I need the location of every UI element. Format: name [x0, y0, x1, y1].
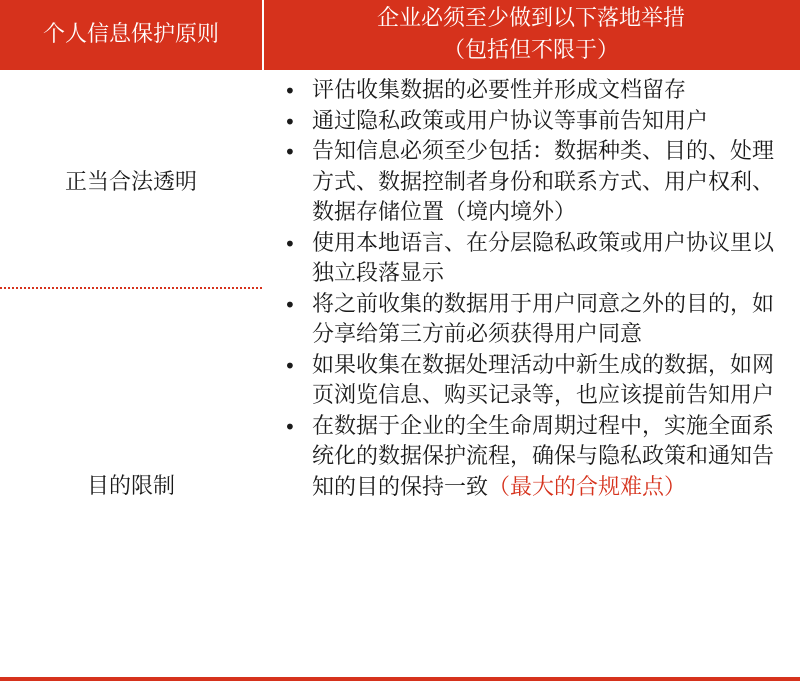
bullet-icon: •	[284, 353, 296, 378]
header-principle-label: 个人信息保护原则	[42, 22, 219, 47]
header-measures	[262, 0, 800, 70]
table-header	[0, 0, 800, 70]
bullet-icon: •	[284, 109, 296, 134]
list-item	[282, 351, 794, 412]
list-item	[282, 107, 794, 138]
header-measures-line1: 企业必须至少做到以下落地举措	[376, 6, 685, 31]
measure-text: 评估收集数据的必要性并形成文档留存	[312, 78, 687, 103]
measure-text: 通过隐私政策或用户协议等事前告知用户	[312, 108, 709, 134]
header-measures-line2: （包括但不限于）	[442, 38, 619, 63]
bullet-icon: •	[284, 231, 296, 256]
compliance-highlight: （最大的合规难点）	[488, 474, 687, 500]
measure-text: 如果收集在数据处理活动中新生成的数据，如网页浏览信息、购买记录等，也应该提前告知用户	[312, 352, 775, 408]
list-item	[282, 290, 794, 351]
header-principle	[0, 0, 262, 70]
principle-purpose-limitation: 目的限制	[86, 474, 175, 499]
bottom-rule	[0, 677, 800, 681]
bullet-icon: •	[284, 414, 296, 439]
measure-text: 在数据于企业的全生命周期过程中，实施全面系统化的数据保护流程，确保与隐私政策和通知告知的目的保持一致	[312, 413, 775, 500]
bullet-icon: •	[284, 79, 296, 103]
list-item	[282, 229, 794, 290]
measure-text: 告知信息必须至少包括：数据种类、目的、处理方式、数据控制者身份和联系方式、用户权利、数据存储位置（境内境外）	[312, 139, 775, 225]
list-item	[282, 137, 794, 229]
measure-text: 使用本地语言、在分层隐私政策或用户协议里以独立段落显示	[312, 230, 775, 286]
principle-lawful-transparent: 正当合法透明	[64, 170, 197, 195]
list-item	[282, 76, 794, 107]
list-item	[282, 412, 794, 504]
bullet-icon: •	[284, 292, 296, 317]
bullet-icon: •	[284, 140, 296, 164]
measures-list	[282, 76, 794, 503]
principle-divider	[0, 287, 262, 289]
header-divider	[262, 0, 264, 70]
measure-text: 将之前收集的数据用于用户同意之外的目的，如分享给第三方前必须获得用户同意	[312, 291, 775, 347]
